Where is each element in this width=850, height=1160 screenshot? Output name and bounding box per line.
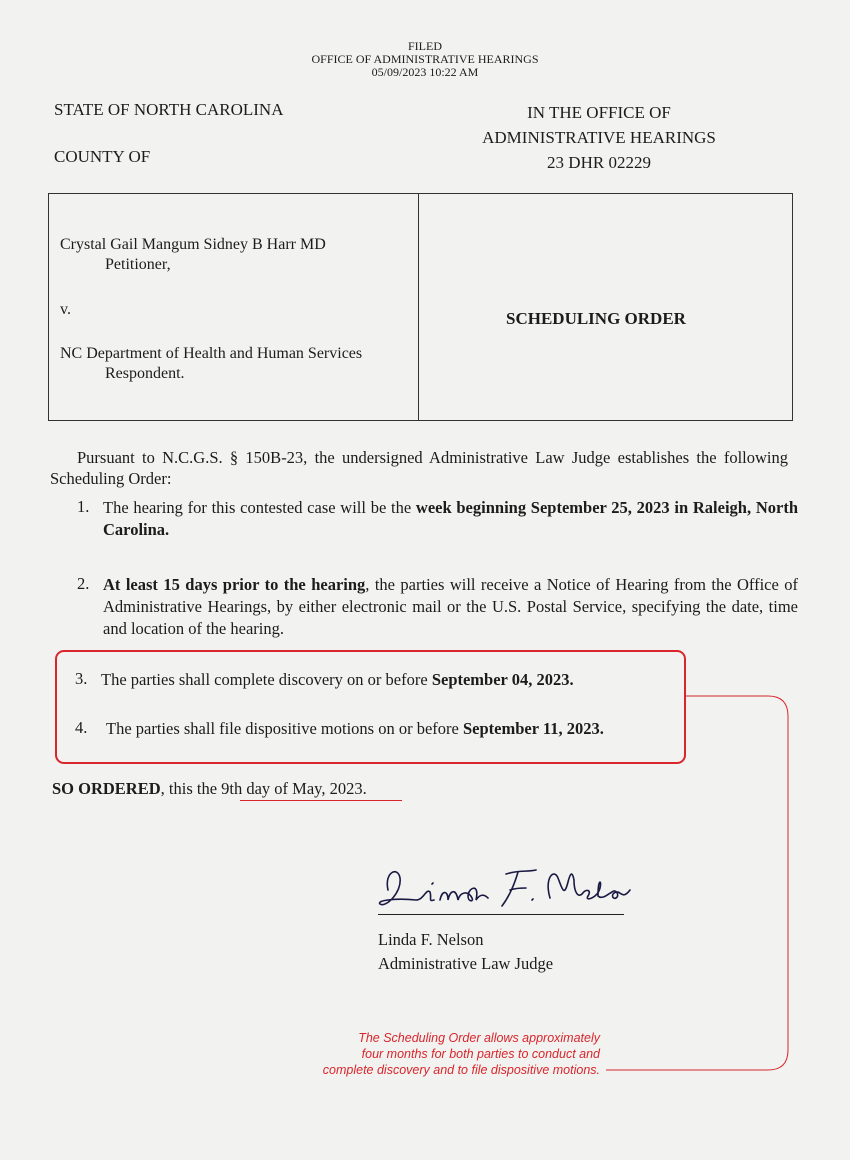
item-2-bold: At least 15 days prior to the hearing <box>103 575 366 594</box>
item-2-post: , the parties will receive a Notice of Hearing from the Office of Administrative Hearings, by either electronic mail or the U.S. Postal Service, specifying the date, time and location of the hearing. <box>103 575 799 638</box>
annotation-line-3: complete discovery and to file dispositive motions. <box>322 1063 600 1077</box>
item-3-number: 3. <box>75 669 88 688</box>
state-heading: STATE OF NORTH CAROLINA <box>54 100 284 119</box>
filing-stamp <box>0 40 850 79</box>
annotation-bracket <box>590 680 800 1080</box>
judge-title: Administrative Law Judge <box>378 954 554 973</box>
item-4-pre: The parties shall file dispositive motions on or before <box>106 719 463 738</box>
so-ordered-bold: SO ORDERED <box>52 779 161 798</box>
stamp-filed: FILED <box>408 39 442 53</box>
county-heading: COUNTY OF <box>54 147 151 166</box>
case-number: 23 DHR 02229 <box>547 153 651 172</box>
item-2-text <box>103 574 798 640</box>
signature-script-text: Linda F. Nelson <box>368 858 375 859</box>
item-4-number: 4. <box>75 718 88 737</box>
judge-block <box>378 928 553 976</box>
item-2-number: 2. <box>77 574 90 593</box>
signature-line <box>378 914 624 915</box>
petitioner-name: Crystal Gail Mangum Sidney B Harr MD <box>60 236 326 253</box>
versus-label: v. <box>60 301 71 318</box>
item-1-number: 1. <box>77 497 90 516</box>
office-line-2: ADMINISTRATIVE HEARINGS <box>482 128 716 147</box>
so-ordered-text: , this the 9th day of May, 2023. <box>160 779 367 798</box>
respondent-name: NC Department of Health and Human Services <box>60 345 363 362</box>
annotation-note <box>280 1030 600 1078</box>
stamp-datetime: 05/09/2023 10:22 AM <box>371 65 479 79</box>
caption-divider <box>418 193 419 421</box>
office-line-1: IN THE OFFICE OF <box>527 103 671 122</box>
so-ordered-line <box>52 779 367 799</box>
bracket-line <box>606 696 788 1070</box>
order-title: SCHEDULING ORDER <box>506 309 686 328</box>
annotation-line-1: The Scheduling Order allows approximately <box>358 1031 600 1045</box>
stamp-office: OFFICE OF ADMINISTRATIVE HEARINGS <box>311 52 539 66</box>
item-1-pre: The hearing for this contested case will be the <box>103 498 416 517</box>
item-3-pre: The parties shall complete discovery on or before <box>101 670 432 689</box>
petitioner-block <box>60 235 326 275</box>
date-underline <box>240 800 402 801</box>
intro-paragraph: Pursuant to N.C.G.S. § 150B-23, the undersigned Administrative Law Judge establishes the following Scheduling Order: <box>50 448 788 488</box>
annotation-line-2: four months for both parties to conduct and <box>361 1047 600 1061</box>
judge-name: Linda F. Nelson <box>378 930 484 949</box>
item-1-bold: week beginning September 25, 2023 in Raleigh, North Carolina. <box>103 498 798 539</box>
respondent-block <box>60 344 362 384</box>
item-4-bold: September 11, 2023. <box>462 719 604 738</box>
respondent-role: Respondent. <box>105 365 185 382</box>
petitioner-role: Petitioner, <box>105 256 171 273</box>
court-heading <box>468 100 730 175</box>
item-3-bold: September 04, 2023. <box>431 670 574 689</box>
item-1-text <box>103 497 798 541</box>
case-caption-box <box>48 193 793 421</box>
